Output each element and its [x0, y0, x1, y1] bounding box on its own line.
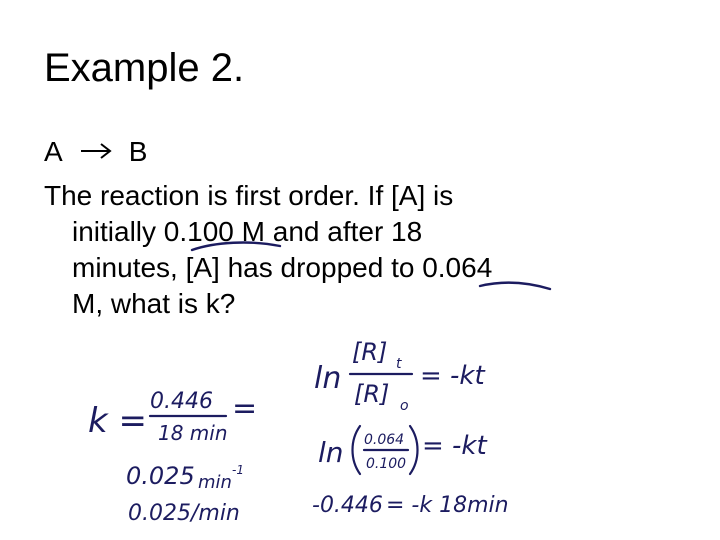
problem-line-4: M, what is k?: [72, 288, 236, 319]
svg-text:[R]: [R]: [352, 338, 388, 366]
svg-text:=: =: [232, 391, 258, 426]
svg-text:ln: ln: [318, 436, 344, 469]
product-label: B: [128, 136, 148, 167]
svg-text:= -kt: = -kt: [422, 431, 487, 461]
integrated-rate-law: [314, 338, 485, 414]
svg-text:0.025: 0.025: [126, 462, 195, 490]
svg-text:0.446: 0.446: [150, 389, 213, 414]
svg-text:-1: -1: [232, 463, 244, 477]
svg-text:18 min: 18 min: [158, 421, 228, 445]
problem-line-1: The reaction is first order. If [A] is: [44, 180, 454, 211]
svg-text:k =: k =: [88, 401, 147, 441]
svg-text:t: t: [396, 356, 402, 372]
answer-line-2: [128, 501, 240, 526]
k-fraction: [88, 389, 257, 445]
svg-text:-0.446: -0.446: [312, 493, 383, 518]
svg-text:[R]: [R]: [354, 380, 390, 408]
problem-line-3: minutes, [A] has dropped to 0.064: [72, 252, 493, 283]
slide-title: Example 2.: [44, 46, 245, 90]
answer-line-1: [126, 462, 244, 493]
problem-line-2: initially 0.100 M and after 18: [72, 216, 423, 247]
svg-text:= -k 18min: = -k 18min: [386, 493, 509, 518]
svg-text:ln: ln: [314, 361, 342, 396]
svg-text:= -kt: = -kt: [420, 361, 485, 391]
svg-text:0.100: 0.100: [366, 456, 407, 472]
svg-text:0.025/min: 0.025/min: [128, 501, 240, 526]
substituted-equation: [318, 426, 487, 474]
svg-text:0.064: 0.064: [364, 432, 405, 448]
reactant-label: A: [44, 136, 63, 167]
evaluated-equation: [312, 493, 509, 518]
svg-text:min: min: [198, 472, 232, 493]
svg-text:o: o: [400, 398, 409, 414]
